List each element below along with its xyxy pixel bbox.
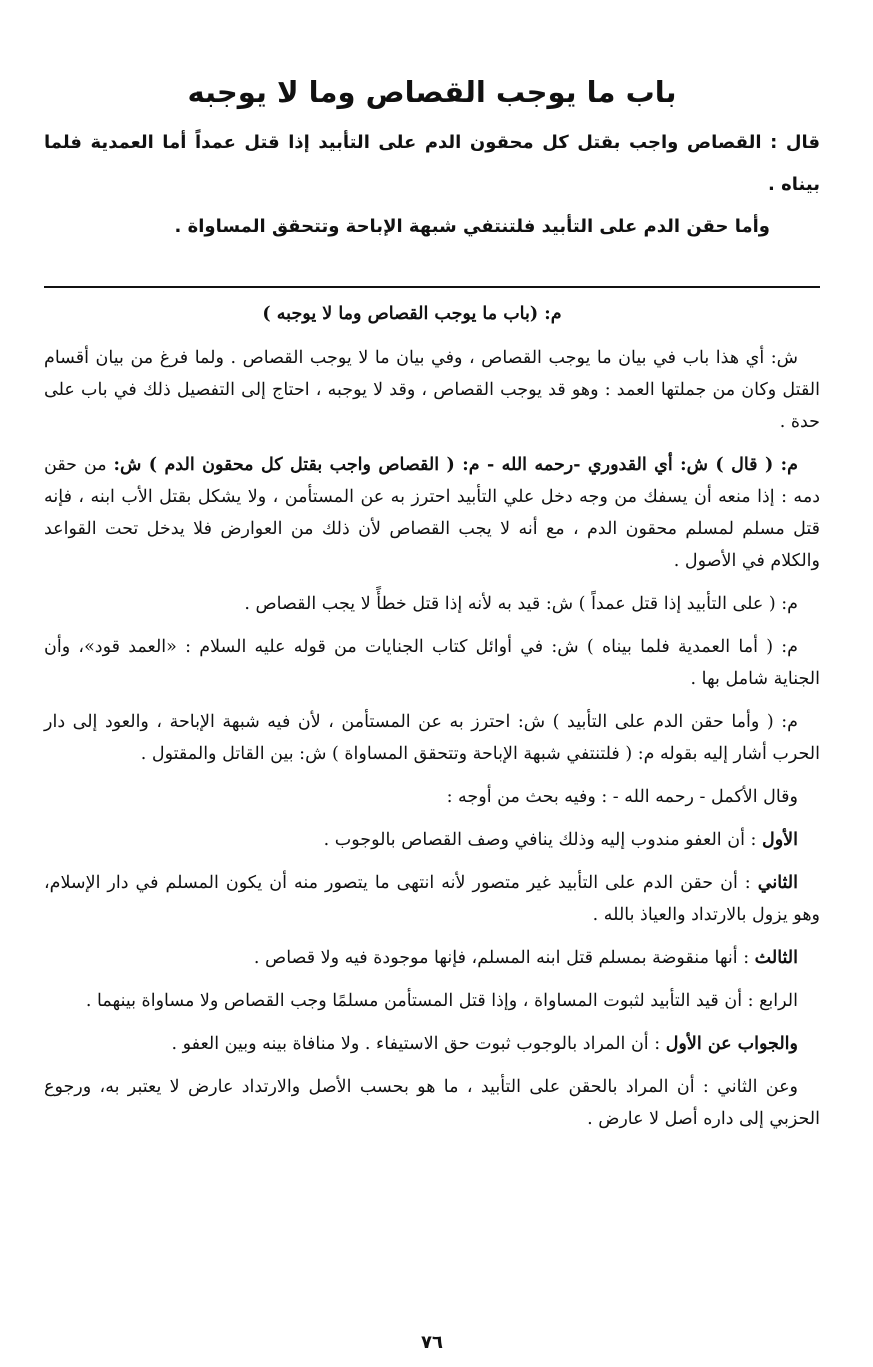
objection-label: الأول (761, 830, 798, 850)
answer-text: : أن المراد بالوجوب ثبوت حق الاستيفاء . ولا منافاة بينه وبين العفو . (171, 1034, 661, 1054)
answer-second: وعن الثاني : أن المراد بالحقن على التأبيد ، ما هو بحسب الأصل والارتداد عارض لا يعتبر به، ورجوع الحزبي إلى داره أصل لا عارض . (44, 1077, 820, 1129)
commentary-paragraph: وقال الأكمل - رحمه الله - : وفيه بحث من أوجه : (446, 787, 798, 807)
book-page (44, 0, 820, 1367)
commentary-paragraph: م: ( على التأبيد إذا قتل عمداً ) ش: قيد به لأنه إذا قتل خطأً لا يجب القصاص . (244, 594, 798, 614)
separator-rule (44, 286, 820, 288)
objection-text: : أن حقن الدم على التأبيد غير متصور لأنه انتهى ما يتصور منه أن يكون المسلم في دار الإسلام، وهو يزول بالارتداد والعياذ بالله . (44, 873, 820, 925)
commentary-text: وأن الجناية شامل بها . (44, 637, 820, 689)
page-number: ٧٦ (421, 1332, 443, 1353)
commentary-heading: م: (باب ما يوجب القصاص وما لا يوجبه ) (262, 304, 562, 324)
commentary-text: م: ( أما العمدية فلما بيناه ) ش: في أوائل كتاب الجنايات من قوله عليه السلام : «العمد قود»، (78, 637, 798, 657)
matn-text (44, 122, 820, 248)
quoted-matn: م: ( قال ) ش: أي القدوري -رحمه الله - م: ( القصاص واجب بقتل كل محقون الدم ) ش: (113, 455, 798, 475)
objection-text: : أنها منقوضة بمسلم قتل ابنه المسلم، فإنها موجودة فيه ولا قصاص . (253, 948, 750, 968)
commentary-paragraph (44, 631, 820, 695)
objection-second (44, 867, 820, 931)
objection-text: : أن العفو مندوب إليه وذلك ينافي وصف القصاص بالوجوب . (323, 830, 757, 850)
objection-third (44, 942, 820, 974)
chapter-title: باب ما يوجب القصاص وما لا يوجبه (187, 75, 677, 109)
objection-first (44, 824, 820, 856)
matn-line-1: قال : القصاص واجب بقتل كل محقون الدم على التأبيد إذا قتل عمداً أما العمدية فلما بيناه . (44, 132, 820, 195)
answer-first (44, 1028, 820, 1060)
answer-label: والجواب عن الأول (665, 1034, 798, 1054)
commentary-paragraph: م: ( وأما حقن الدم على التأبيد ) ش: احترز به عن المستأمن ، لأن فيه شبهة الإباحة ، والعود إلى دار الحرب أشار إليه بقوله م: ( فلتنتفي شبهة الإباحة وتتحقق المساواة ) ش: بين القاتل والمقتول . (44, 712, 820, 764)
objection-fourth: الرابع : أن قيد التأبيد لثبوت المساواة ، وإذا قتل المستأمن مسلمًا وجب القصاص ولا مساواة بينهما . (85, 991, 798, 1011)
matn-line-2: وأما حقن الدم على التأبيد فلتنتفي شبهة الإباحة وتتحقق المساواة . (174, 216, 770, 237)
commentary (44, 298, 820, 1135)
commentary-paragraph: ش: أي هذا باب في بيان ما يوجب القصاص ، وفي بيان ما لا يوجب القصاص . ولما فرغ من بيان أقسام القتل وكان من جملتها العمد : وهو قد يوجب القصاص ، وقد لا يوجبه ، احتاج إلى التفصيل ذلك في باب على حدة . (44, 348, 820, 432)
commentary-paragraph (44, 449, 820, 577)
commentary-text: من حقن دمه : إذا منعه أن يسفك من وجه دخل علي التأبيد احترز به عن المستأمن ، ولا يشكل بقتل الأب ابنه ، فإنه قتل مسلم لمسلم محقون الدم ، مع أنه لا يجب القصاص لأن ذلك من العوارض فلا يدخل تحت القواعد والكلام في الأصول . (44, 455, 820, 571)
objection-label: الثاني (757, 873, 798, 893)
objection-label: الثالث (754, 948, 798, 968)
